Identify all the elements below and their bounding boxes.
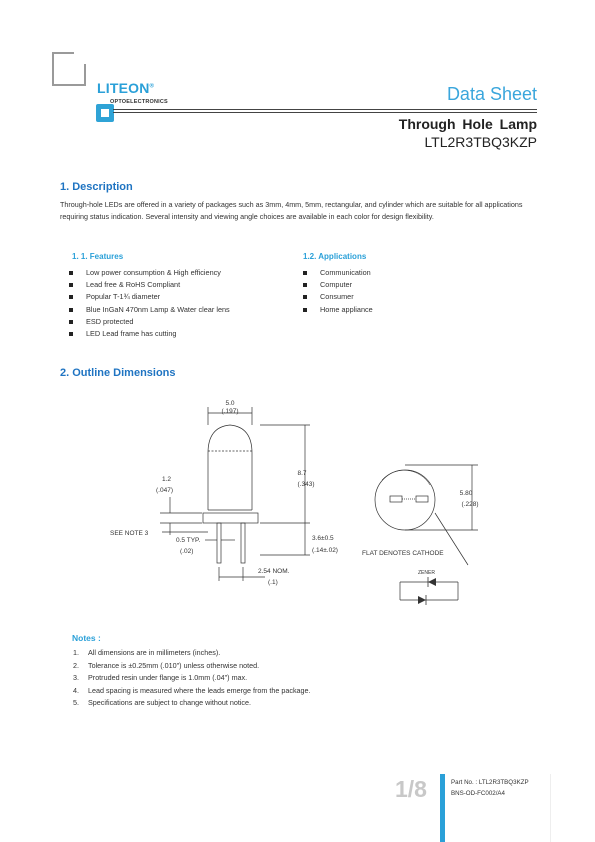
list-item — [73, 648, 503, 661]
list-item — [73, 686, 503, 699]
note-text: Protruded resin under flange is 1.0mm (.04") max. — [88, 673, 248, 682]
note-number: 2. — [73, 660, 79, 670]
list-item — [73, 661, 503, 674]
footer-part-label: Part No. : LTL2R3TBQ3KZP — [451, 779, 529, 786]
list-item: Computer — [300, 280, 500, 292]
dim-lead-width-in: (.02) — [180, 548, 194, 555]
list-item: Popular T-1¾ diameter — [66, 292, 306, 304]
note-text: Lead spacing is measured where the leads emerge from the package. — [88, 685, 311, 695]
dim-width: 5.0 — [225, 400, 235, 407]
note-text: Tolerance is ±0.25mm (.010") unless otherwise noted. — [88, 660, 260, 670]
note-text: All dimensions are in millimeters (inches). — [88, 648, 221, 657]
logo-mark: ® — [149, 83, 155, 90]
list-item: Home appliance — [300, 305, 500, 317]
footer-doc-code: BNS-OD-FC002/A4 — [451, 790, 505, 797]
outline-section — [60, 367, 176, 379]
dim-lead: 3.6±0.5 — [312, 535, 334, 542]
list-item: Lead free & RoHS Compliant — [66, 280, 306, 292]
dim-flange: 1.2 — [162, 476, 172, 483]
dim-width-in: (.197) — [221, 408, 239, 415]
dim-lead-in: (.14±.02) — [312, 547, 338, 554]
header-rule-2 — [113, 112, 537, 113]
list-item: ESD protected — [66, 317, 306, 329]
zener-label: ZENER — [418, 570, 435, 576]
dim-spacing-in: (.1) — [268, 579, 278, 586]
product-line: Through Hole Lamp — [398, 116, 537, 132]
logo-square-icon — [96, 104, 114, 122]
list-item: Low power consumption & High efficiency — [66, 268, 306, 280]
dim-height: 8.7 — [297, 470, 307, 477]
footer-accent-bar — [440, 774, 445, 842]
features-heading: 1. 1. Features — [72, 252, 124, 261]
zener-diode-icon — [428, 578, 436, 586]
list-item: Communication — [300, 268, 500, 280]
led-diode-icon — [418, 596, 426, 604]
outline-heading: 2. Outline Dimensions — [60, 367, 176, 379]
dim-diameter-in: (.228) — [461, 501, 479, 508]
flat-note: FLAT DENOTES CATHODE — [362, 550, 444, 557]
dim-height-in: (.343) — [297, 481, 315, 488]
notes-heading: Notes : — [72, 633, 101, 643]
applications-heading: 1.2. Applications — [303, 252, 367, 261]
logo-frame-icon — [52, 52, 86, 86]
list-item — [73, 673, 503, 686]
description-heading: 1. Description — [60, 181, 133, 193]
dim-flange-in: (.047) — [156, 487, 173, 494]
led-body-outline — [208, 425, 252, 510]
description-text: Through-hole LEDs are offered in a variety of packages such as 3mm, 4mm, 5mm, rectangular, and cylinder which are suitable for all applications requiring status indication. Several intensity and viewing angle choices are available in each color for design flexibility. — [60, 200, 523, 222]
top-view-lead-right — [416, 496, 428, 502]
applications-list — [300, 268, 500, 317]
description-section — [60, 181, 133, 193]
note-number: 5. — [73, 698, 79, 707]
top-view-circle — [375, 470, 435, 530]
features-list — [66, 268, 306, 341]
doc-type-title: Data Sheet — [446, 84, 537, 104]
note-number: 3. — [73, 673, 79, 682]
note-text: Specifications are subject to change without notice. — [88, 698, 252, 707]
see-note-label: SEE NOTE 3 — [110, 530, 149, 537]
page-number: 1/8 — [395, 776, 427, 802]
list-item: Consumer — [300, 292, 500, 304]
outline-drawing — [100, 395, 480, 610]
list-item: LED Lead frame has cutting — [66, 329, 306, 341]
list-item — [73, 698, 503, 711]
lead-left — [217, 523, 221, 563]
cathode-leader — [435, 513, 468, 565]
logo-subtitle: OPTOELECTRONICS — [110, 99, 168, 105]
lead-right — [241, 523, 245, 563]
led-flange — [203, 513, 258, 523]
dim-lead-width: 0.5 TYP. — [176, 537, 201, 544]
notes-list — [73, 648, 503, 711]
logo-word: LITEON — [97, 80, 150, 96]
note-number: 1. — [73, 648, 79, 657]
note-number: 4. — [73, 685, 79, 695]
header-rule — [113, 109, 537, 110]
part-number: LTL2R3TBQ3KZP — [424, 134, 537, 150]
top-view-lead-left — [390, 496, 402, 502]
brand-logo — [97, 80, 154, 96]
dim-diameter: 5.80 — [459, 490, 473, 497]
dim-spacing: 2.54 NOM. — [258, 568, 290, 575]
list-item: Blue InGaN 470nm Lamp & Water clear lens — [66, 305, 306, 317]
